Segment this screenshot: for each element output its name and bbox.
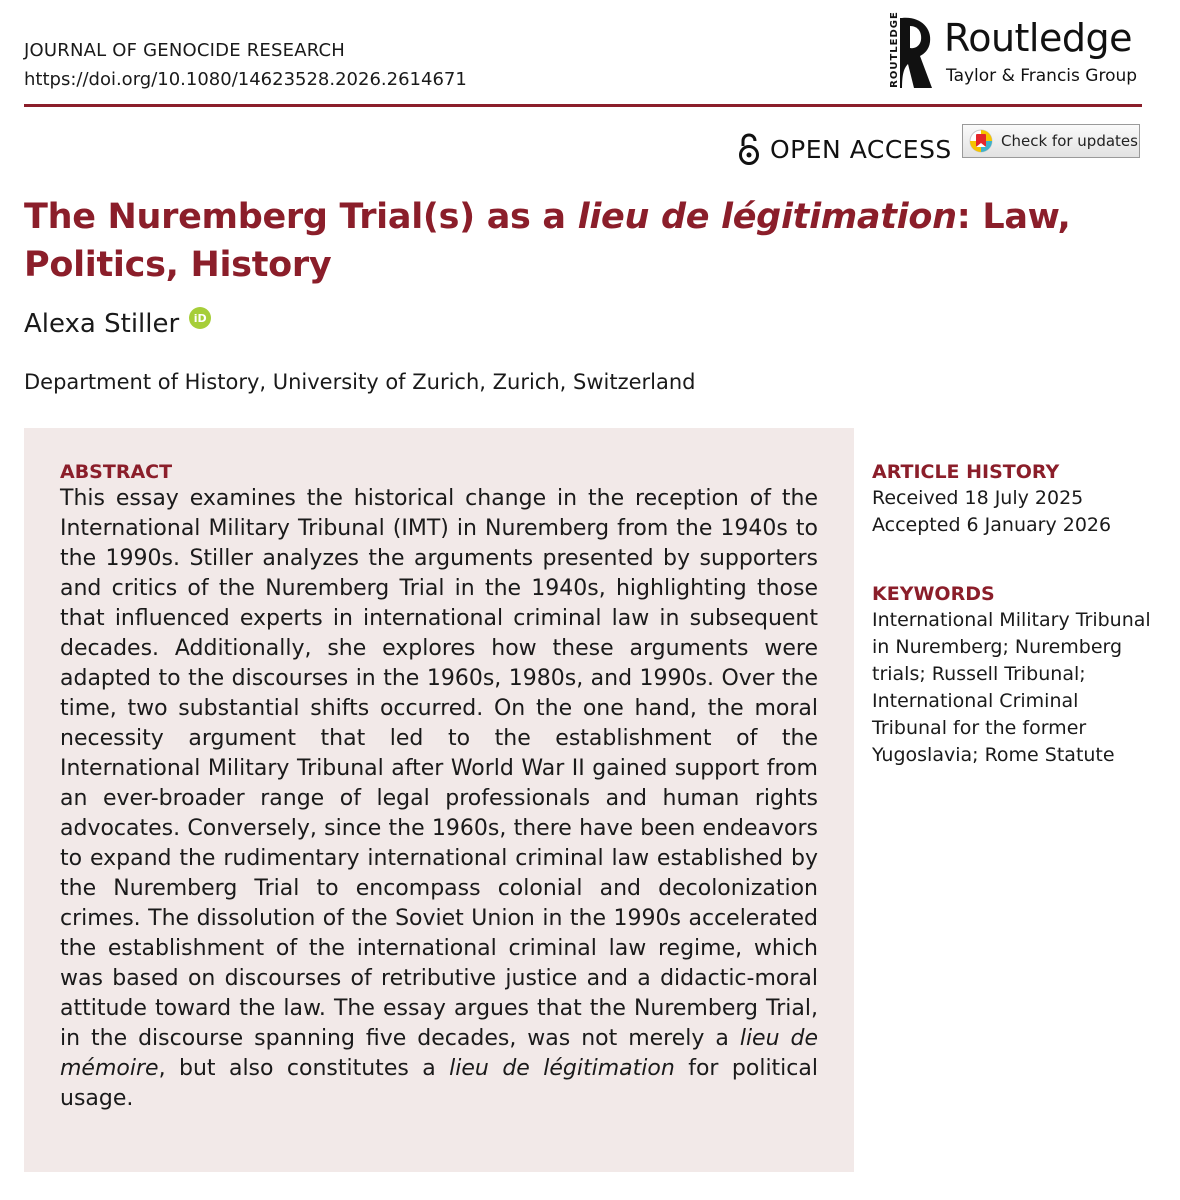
open-lock-icon (736, 132, 762, 166)
check-for-updates-label: Check for updates (1001, 132, 1138, 150)
abstract-italic-1: lieu de mémoire (60, 1026, 818, 1081)
keywords-section (872, 581, 1152, 769)
abstract-main: This essay examines the historical change in the reception of the International Military Tribunal (IMT) in Nuremberg from the 1940s to the 1990s. Stiller analyzes the arguments presented by supporters and critics of the Nuremberg Trial in the 1940s, highlighting those that influenced experts in international criminal law in subsequent decades. Additionally, she explores how these arguments were adapted to the discourses in the 1960s, 1980s, and 1990s. Over the time, two substantial shifts occurred. On the one hand, the moral necessity argument that led to the establishment of the International Military Tribunal after World War II gained support from an ever-broader range of legal professionals and human rights advocates. Conversely, since the 1960s, there have been endeavors to expand the rudimentary international criminal law established by the Nuremberg Trial to encompass colonial and decolonization crimes. The dissolution of the Soviet Union in the 1990s accelerated the establishment of the international criminal law regime, which was based on discourses of retributive justice and a didactic-moral attitude toward the law. The essay argues that the Nuremberg Trial, in the discourse spanning five decades, was not merely a (60, 486, 818, 1051)
abstract-heading: ABSTRACT (60, 461, 173, 483)
title-part-1: The Nuremberg Trial(s) as a (24, 197, 578, 237)
publisher-vertical-label: ROUTLEDGE (888, 11, 900, 88)
article-sidebar (872, 459, 1152, 769)
author-affiliation: Department of History, University of Zurich, Zurich, Switzerland (24, 370, 696, 394)
keywords-heading: KEYWORDS (872, 583, 995, 605)
abstract-text (60, 484, 818, 1114)
journal-name: JOURNAL OF GENOCIDE RESEARCH (24, 40, 346, 61)
publisher-logo[interactable] (880, 11, 1150, 94)
abstract-end: for political usage. (60, 1056, 818, 1111)
orcid-icon[interactable]: iD (189, 307, 211, 329)
crossmark-icon (969, 129, 993, 153)
publisher-name: Routledge (944, 16, 1132, 60)
author-name[interactable]: Alexa Stiller (24, 309, 180, 339)
author-row (24, 309, 211, 339)
abstract-italic-2: lieu de légitimation (449, 1056, 675, 1081)
article-title (24, 193, 1154, 289)
title-italic: lieu de légitimation (577, 197, 957, 237)
received-date: Received 18 July 2025 (872, 487, 1084, 509)
accepted-date: Accepted 6 January 2026 (872, 514, 1112, 536)
header-rule (24, 104, 1142, 107)
article-history-heading: ARTICLE HISTORY (872, 461, 1060, 483)
title-part-2: : Law, Politics, History (24, 197, 1071, 285)
doi-link[interactable]: https://doi.org/10.1080/14623528.2026.2614671 (24, 69, 467, 90)
open-access-label: OPEN ACCESS (770, 134, 952, 164)
publisher-group: Taylor & Francis Group (946, 66, 1138, 86)
open-access-badge (736, 132, 952, 166)
abstract-mid: , but also constitutes a (158, 1056, 450, 1081)
keywords-list: International Military Tribunal in Nuremberg; Nuremberg trials; Russell Tribunal; International Criminal Tribunal for the former Yugoslavia; Rome Statute (872, 609, 1151, 766)
abstract-box (24, 428, 854, 1172)
check-for-updates-button[interactable] (962, 124, 1140, 158)
